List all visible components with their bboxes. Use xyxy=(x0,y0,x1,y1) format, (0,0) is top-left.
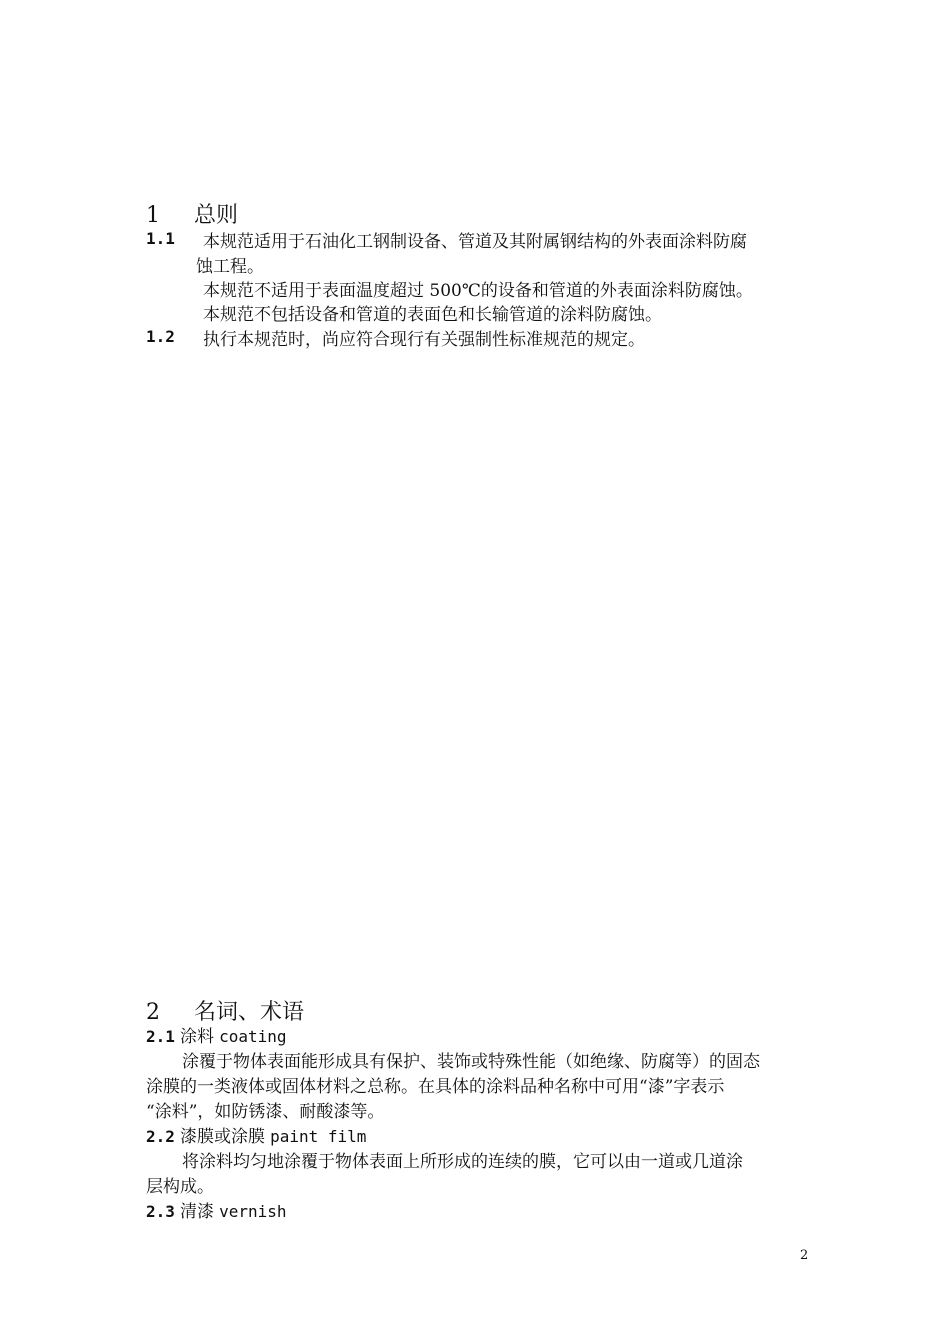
section-number: 1 xyxy=(146,203,160,228)
term-2-3-heading xyxy=(146,1197,287,1222)
clause-1-1-line-1: 本规范适用于石油化工钢制设备、管道及其附属钢结构的外表面涂料防腐 xyxy=(203,232,747,252)
clause-1-1-line-4: 本规范不包括设备和管道的表面色和长输管道的涂料防腐蚀。 xyxy=(203,305,662,325)
clause-1-2-text: 执行本规范时，尚应符合现行有关强制性标准规范的规定。 xyxy=(203,330,645,350)
term-number: 2.3 xyxy=(146,1202,175,1221)
clause-1-1-line-2: 蚀工程。 xyxy=(196,257,264,277)
section-1-heading xyxy=(146,198,238,229)
clause-number-1-1: 1.1 xyxy=(146,229,175,248)
term-name: 漆膜或涂膜 xyxy=(180,1127,265,1147)
section-title: 总则 xyxy=(194,203,239,228)
term-2-1-line-3: “涂料”，如防锈漆、耐酸漆等。 xyxy=(146,1102,385,1122)
section-number: 2 xyxy=(146,1000,160,1025)
term-2-2-line-1: 将涂料均匀地涂覆于物体表面上所形成的连续的膜，它可以由一道或几道涂 xyxy=(182,1152,743,1172)
term-2-2-line-2: 层构成。 xyxy=(146,1177,214,1197)
term-english: coating xyxy=(219,1027,287,1046)
term-number: 2.1 xyxy=(146,1027,175,1046)
clause-1-1-line-3: 本规范不适用于表面温度超过 500℃的设备和管道的外表面涂料防腐蚀。 xyxy=(203,281,753,301)
term-english: vernish xyxy=(219,1202,287,1221)
term-2-1-heading xyxy=(146,1022,287,1047)
term-name: 清漆 xyxy=(180,1202,214,1222)
term-name: 涂料 xyxy=(180,1027,214,1047)
section-title: 名词、术语 xyxy=(194,1000,305,1025)
term-2-2-heading xyxy=(146,1122,366,1147)
term-2-1-line-2: 涂膜的一类液体或固体材料之总称。在具体的涂料品种名称中可用“漆”字表示 xyxy=(146,1077,725,1097)
term-2-1-line-1: 涂覆于物体表面能形成具有保护、装饰或特殊性能（如绝缘、防腐等）的固态 xyxy=(182,1052,760,1072)
page-number: 2 xyxy=(800,1248,809,1263)
clause-number-1-2: 1.2 xyxy=(146,327,175,346)
term-number: 2.2 xyxy=(146,1127,175,1146)
term-english: paint film xyxy=(270,1127,367,1146)
